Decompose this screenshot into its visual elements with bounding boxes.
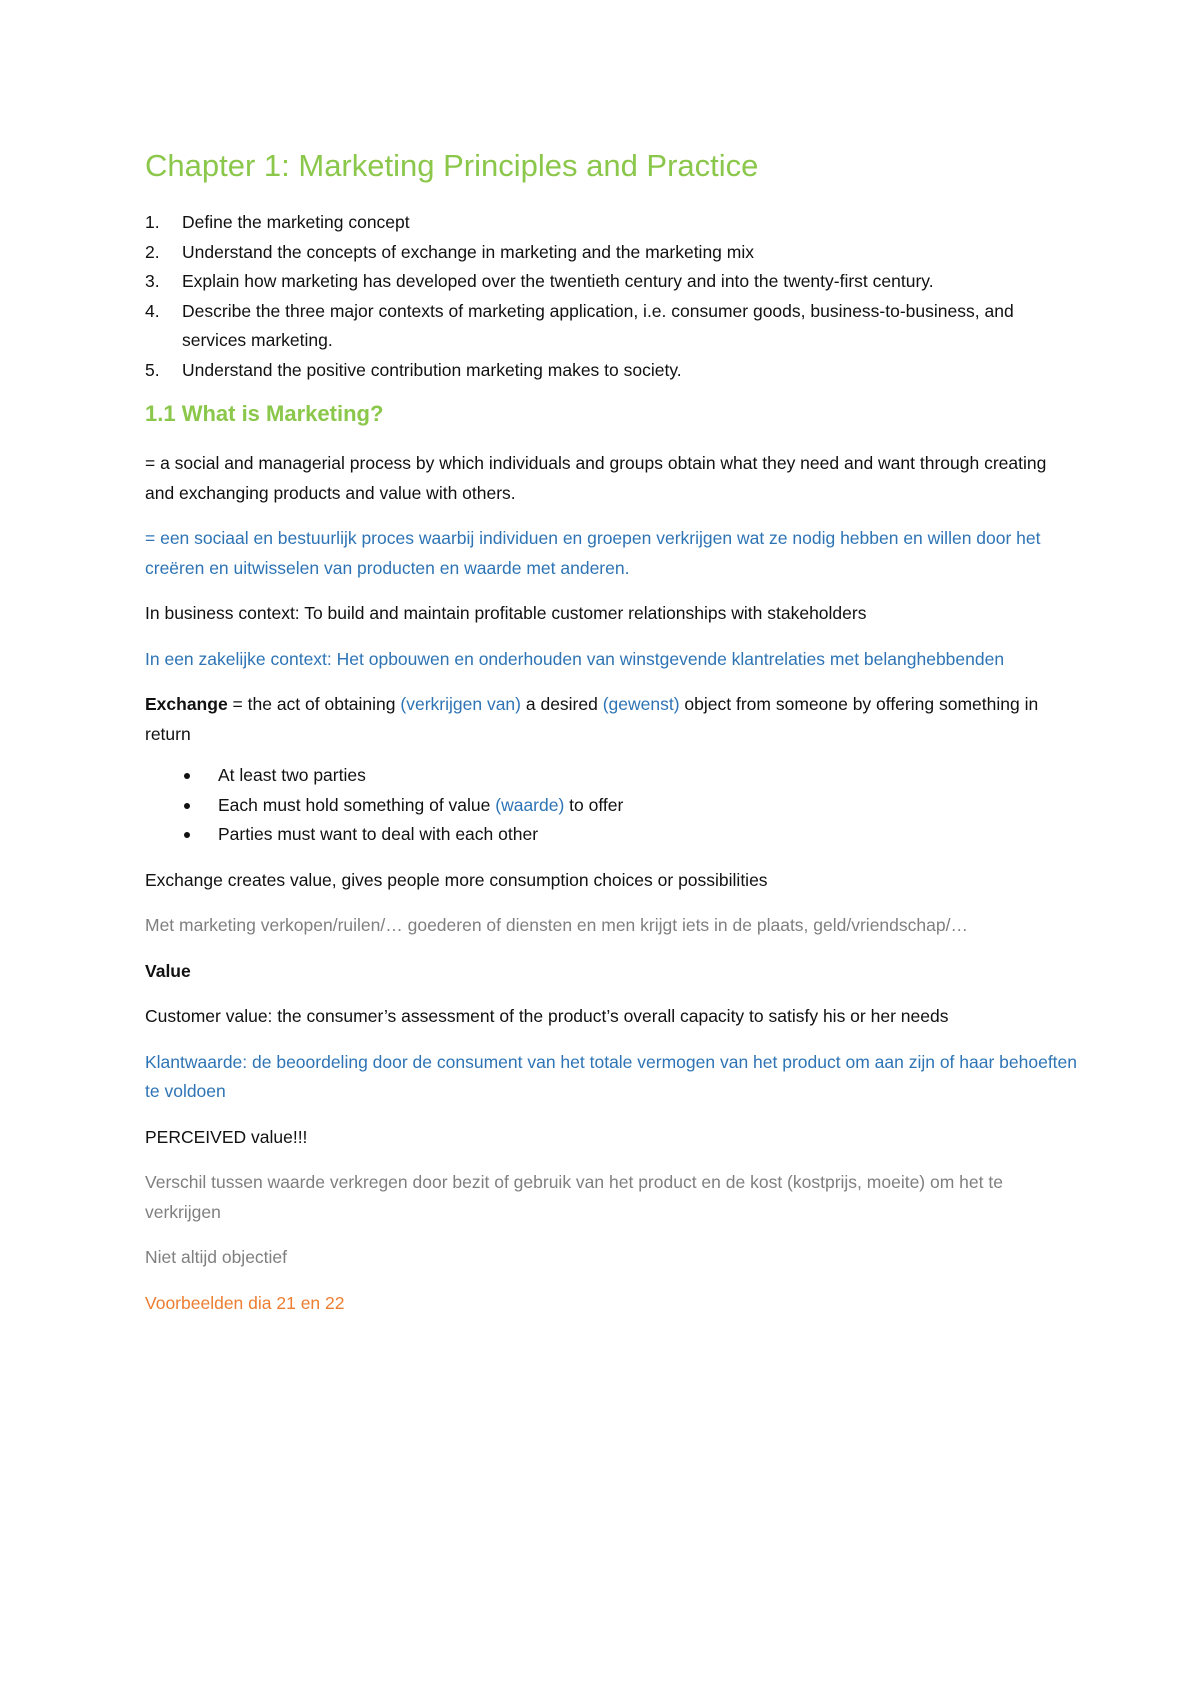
- definition-english: = a social and managerial process by which individuals and groups obtain what they need and want through creating and exchanging products and value with others.: [145, 453, 1047, 503]
- chapter-title: Chapter 1: Marketing Principles and Practice: [145, 148, 759, 183]
- list-item-text: Describe the three major contexts of marketing application, i.e. consumer goods, business-to-business, and services marketing.: [182, 300, 1014, 350]
- bullet-icon: [184, 832, 190, 838]
- bullet-icon: [184, 773, 190, 779]
- learning-objectives-list: [145, 208, 1080, 385]
- exchange-text-part: object from someone by offering something in return: [145, 694, 1039, 744]
- list-number: 5.: [145, 359, 160, 380]
- slide-reference: Voorbeelden dia 21 en 22: [145, 1292, 345, 1313]
- list-number: 2.: [145, 241, 160, 262]
- exchange-text-part: a desired: [521, 694, 603, 714]
- bullet-icon: [184, 803, 190, 809]
- value-gloss: (waarde): [495, 794, 565, 815]
- exchange-text-part: = the act of obtaining: [227, 694, 401, 714]
- list-item-text: Each must hold something of value: [218, 794, 496, 815]
- customer-value-english: Customer value: the consumer’s assessment of the product’s overall capacity to satisfy his or her needs: [145, 1006, 949, 1026]
- list-item-text: Explain how marketing has developed over the twentieth century and into the twenty-first century.: [182, 271, 934, 291]
- exchange-gloss-desired: (gewenst): [602, 694, 680, 714]
- value-difference-note: Verschil tussen waarde verkregen door bezit of gebruik van het product en de kost (kostprijs, moeite) om het te verkrijgen: [145, 1172, 1003, 1222]
- definition-dutch: = een sociaal en bestuurlijk proces waarbij individuen en groepen verkrijgen wat ze nodig hebben en willen door het creëren en uitwisselen van producten en waarde met anderen.: [145, 528, 1041, 578]
- list-item-text: Parties must want to deal with each other: [218, 824, 539, 844]
- not-objective-note: Niet altijd objectief: [145, 1247, 288, 1267]
- section-title: 1.1 What is Marketing?: [145, 401, 384, 426]
- list-number: 4.: [145, 300, 160, 321]
- exchange-creates-value: Exchange creates value, gives people more consumption choices or possibilities: [145, 869, 768, 890]
- list-item-text: At least two parties: [218, 765, 366, 785]
- exchange-conditions-list: [145, 761, 1080, 850]
- list-item: [145, 208, 1080, 238]
- list-number: 3.: [145, 271, 160, 291]
- business-context-dutch: In een zakelijke context: Het opbouwen en onderhouden van winstgevende klantrelaties met belanghebbenden: [145, 648, 1005, 669]
- list-item-text: Define the marketing concept: [182, 212, 410, 232]
- list-item: [145, 791, 1080, 821]
- value-heading-text: Value: [145, 960, 191, 981]
- list-item: [145, 820, 1080, 850]
- list-item: [145, 267, 1080, 297]
- list-item: [145, 297, 1080, 356]
- customer-value-dutch: Klantwaarde: de beoordeling door de consument van het totale vermogen van het product om aan zijn of haar behoeften te voldoen: [145, 1051, 1078, 1101]
- list-item: [145, 356, 1080, 386]
- list-item: [145, 238, 1080, 268]
- list-item-text: Understand the concepts of exchange in marketing and the marketing mix: [182, 241, 754, 262]
- exchange-note-dutch: Met marketing verkopen/ruilen/… goederen of diensten en men krijgt iets in de plaats, geld/vriendschap/…: [145, 915, 968, 935]
- value-heading: [145, 957, 1080, 987]
- list-item-text: Understand the positive contribution marketing makes to society.: [182, 359, 682, 380]
- list-item: [145, 761, 1080, 791]
- list-item-text: to offer: [564, 794, 624, 815]
- exchange-definition: [145, 690, 1080, 749]
- list-number: 1.: [145, 212, 160, 232]
- exchange-gloss-obtaining: (verkrijgen van): [400, 694, 521, 714]
- business-context-english: In business context: To build and maintain profitable customer relationships with stakeholders: [145, 603, 867, 623]
- exchange-term: Exchange: [145, 694, 228, 714]
- perceived-value: PERCEIVED value!!!: [145, 1126, 308, 1147]
